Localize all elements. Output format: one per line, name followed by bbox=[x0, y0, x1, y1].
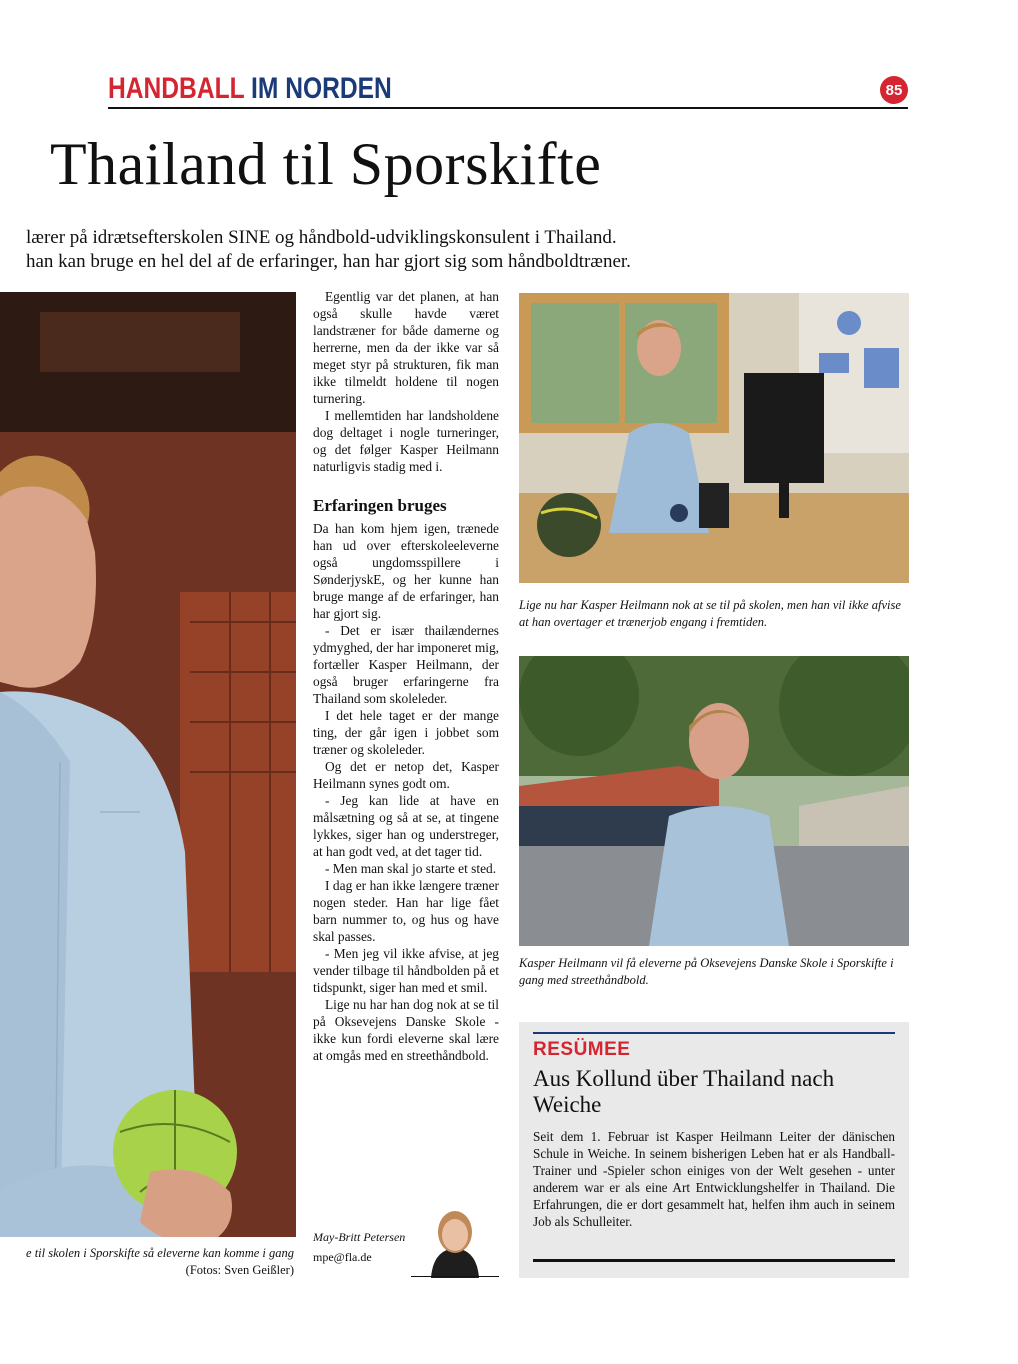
body-paragraph: - Men jeg vil ikke afvise, at jeg vender tilbage til håndbolden på et tidspunkt, siger han med et smil. bbox=[313, 946, 499, 995]
photo-credit: (Fotos: Sven Geißler) bbox=[185, 1263, 294, 1277]
article-body bbox=[313, 288, 499, 1064]
body-paragraph: Og det er netop det, Kasper Heilmann synes godt om. bbox=[313, 759, 499, 791]
office-photo-caption: Lige nu har Kasper Heilmann nok at se til på skolen, men han vil ikke afvise at han overtager et trænerjob engang i fremtiden. bbox=[519, 598, 901, 629]
summary-bottom-rule bbox=[533, 1259, 895, 1262]
byline-rule bbox=[411, 1276, 499, 1277]
author-name: May-Britt Petersen bbox=[313, 1230, 406, 1244]
page-number: 85 bbox=[880, 76, 908, 104]
headline: Thailand til Sporskifte bbox=[50, 131, 602, 197]
author-photo bbox=[411, 1200, 499, 1278]
byline bbox=[313, 1200, 499, 1278]
body-paragraph: I det hele taget er der mange ting, der går igen i jobbet som træner og skoleleder. bbox=[313, 708, 499, 757]
school-photo-caption: Kasper Heilmann vil få eleverne på Oksevejens Danske Skole i Sporskifte i gang med streethåndbold. bbox=[519, 956, 894, 987]
body-paragraph: I mellemtiden har landsholdene dog deltaget i nogle turneringer, og det følger Kasper Heilmann naturligvis stadig med i. bbox=[313, 408, 499, 474]
body-paragraph: - Men man skal jo starte et sted. bbox=[325, 861, 497, 876]
body-paragraph: - Det er især thailændernes ydmyghed, der har imponeret mig, fortæller Kasper Heilmann, der også bruger erfaringerne fra Thailand som skoleleder. bbox=[313, 623, 499, 706]
lead-paragraph bbox=[26, 226, 906, 274]
body-paragraph: Lige nu har han dog nok at se til på Oksevejens Danske Skole - ikke kun fordi eleverne skal lære at omgås med en streethåndbold. bbox=[313, 997, 499, 1063]
section-header bbox=[108, 68, 908, 112]
main-photo-caption bbox=[0, 1245, 294, 1279]
summary-text: Seit dem 1. Februar ist Kasper Heilmann Leiter der dänischen Schule in Weiche. In seinem bisherigen Leben hat er als Handball-Trainer und -Spieler schon einiges von der Welt gesehen - unter anderem war er als eine Art Entwicklungshelfer in Thailand. Die Erfahrungen, die er dort gesammelt hat, helfen ihm auch in seinem Job als Schulleiter. bbox=[533, 1129, 895, 1229]
summary-label: RESÜMEE bbox=[533, 1039, 631, 1060]
school-yard-photo bbox=[519, 656, 909, 946]
summary-title: Aus Kollund über Thailand nach Weiche bbox=[533, 1066, 835, 1117]
section-kicker bbox=[108, 72, 392, 106]
office-photo bbox=[519, 293, 909, 583]
author-email[interactable]: mpe@fla.de bbox=[313, 1250, 372, 1264]
kicker-handball: HANDBALL bbox=[108, 72, 245, 105]
body-paragraph: I dag er han ikke længere træner nogen steder. Han har lige fået barn nummer to, og hus og have skal passes. bbox=[313, 878, 499, 944]
body-paragraph: Egentlig var det planen, at han også skulle havde været landstræner for både damerne og herrerne, men da der ikke var så meget styr på strukturen, fik man ikke tilmeldt holdene til nogen turnering. bbox=[313, 289, 499, 406]
lead-line: lærer på idrætsefterskolen SINE og håndbold-udviklingskonsulent i Thailand. bbox=[26, 227, 617, 248]
summary-top-rule bbox=[533, 1032, 895, 1034]
body-paragraph: Da han kom hjem igen, trænede han ud over efterskoleeleverne også ungdomsspillere i SønderjyskE, og her kunne han bruge mange af de erfaringer, han har gjort sig. bbox=[313, 521, 499, 621]
main-caption-text: e til skolen i Sporskifte så eleverne kan komme i gang bbox=[26, 1246, 294, 1260]
body-paragraph: - Jeg kan lide at have en målsætning og så at se, at tingene lykkes, siger han og understreger, at han godt ved, at det tager tid. bbox=[313, 793, 499, 859]
subheading: Erfaringen bruges bbox=[313, 496, 447, 515]
lead-line: han kan bruge en hel del af de erfaringer, han har gjort sig som håndboldtræner. bbox=[26, 251, 631, 272]
main-photo-player-with-ball bbox=[0, 292, 296, 1237]
header-rule bbox=[108, 107, 908, 109]
summary-box bbox=[519, 1022, 909, 1278]
kicker-im-norden: IM NORDEN bbox=[251, 72, 392, 105]
